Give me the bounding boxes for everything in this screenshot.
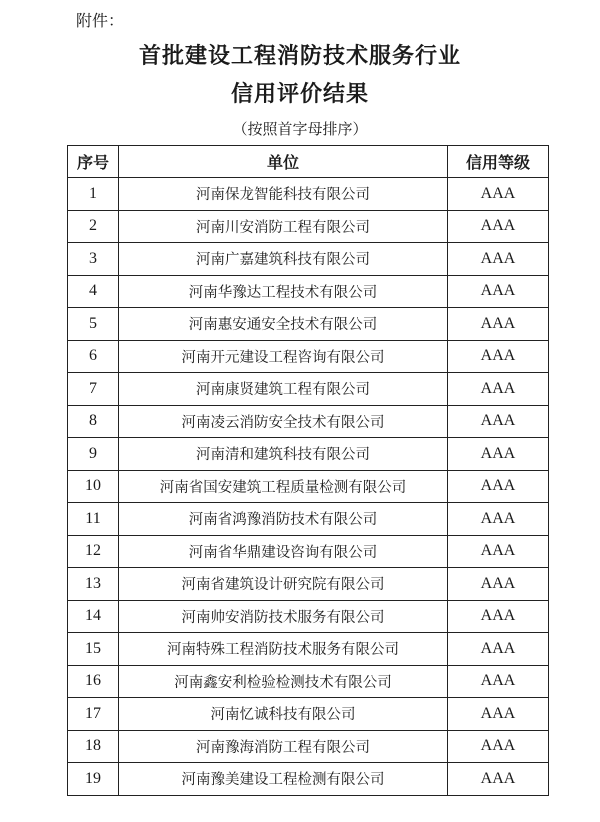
page-title-line2: 信用评价结果 xyxy=(230,82,369,107)
row-unit-name: 河南保龙智能科技有限公司 xyxy=(119,178,448,211)
row-number: 4 xyxy=(68,275,119,308)
row-unit-name: 河南省国安建筑工程质量检测有限公司 xyxy=(119,470,448,503)
table-row xyxy=(68,210,549,243)
row-unit-name: 河南鑫安利检验检测技术有限公司 xyxy=(119,665,448,698)
row-unit-name: 河南广嘉建筑科技有限公司 xyxy=(119,243,448,276)
row-number: 9 xyxy=(68,438,119,471)
table-row xyxy=(68,470,549,503)
row-credit-rating: AAA xyxy=(448,275,549,308)
results-table xyxy=(67,145,549,796)
table-row xyxy=(68,340,549,373)
table-row xyxy=(68,600,549,633)
row-unit-name: 河南忆诚科技有限公司 xyxy=(119,698,448,731)
row-unit-name: 河南川安消防工程有限公司 xyxy=(119,210,448,243)
row-unit-name: 河南省建筑设计研究院有限公司 xyxy=(119,568,448,601)
row-number: 19 xyxy=(68,763,119,796)
table-row xyxy=(68,373,549,406)
row-credit-rating: AAA xyxy=(448,405,549,438)
row-unit-name: 河南豫美建设工程检测有限公司 xyxy=(119,763,448,796)
header-no: 序号 xyxy=(68,146,119,178)
row-unit-name: 河南省华鼎建设咨询有限公司 xyxy=(119,535,448,568)
row-credit-rating: AAA xyxy=(448,535,549,568)
row-number: 17 xyxy=(68,698,119,731)
row-number: 2 xyxy=(68,210,119,243)
row-unit-name: 河南帅安消防技术服务有限公司 xyxy=(119,600,448,633)
page-title-line1: 首批建设工程消防技术服务行业 xyxy=(138,44,461,69)
row-credit-rating: AAA xyxy=(448,243,549,276)
row-number: 8 xyxy=(68,405,119,438)
row-number: 16 xyxy=(68,665,119,698)
row-credit-rating: AAA xyxy=(448,600,549,633)
row-credit-rating: AAA xyxy=(448,568,549,601)
table-row xyxy=(68,438,549,471)
row-credit-rating: AAA xyxy=(448,665,549,698)
row-unit-name: 河南凌云消防安全技术有限公司 xyxy=(119,405,448,438)
row-credit-rating: AAA xyxy=(448,470,549,503)
row-unit-name: 河南豫海消防工程有限公司 xyxy=(119,730,448,763)
row-number: 3 xyxy=(68,243,119,276)
table-row xyxy=(68,503,549,536)
table-row xyxy=(68,763,549,796)
row-unit-name: 河南清和建筑科技有限公司 xyxy=(119,438,448,471)
row-number: 11 xyxy=(68,503,119,536)
sort-note: （按照首字母排序） xyxy=(232,120,368,138)
attachment-label: 附件： xyxy=(76,11,125,30)
row-number: 7 xyxy=(68,373,119,406)
header-rating: 信用等级 xyxy=(448,146,549,178)
row-credit-rating: AAA xyxy=(448,373,549,406)
row-number: 1 xyxy=(68,178,119,211)
row-credit-rating: AAA xyxy=(448,633,549,666)
row-number: 12 xyxy=(68,535,119,568)
table-row xyxy=(68,665,549,698)
row-number: 18 xyxy=(68,730,119,763)
table-row xyxy=(68,405,549,438)
row-unit-name: 河南康贤建筑工程有限公司 xyxy=(119,373,448,406)
row-credit-rating: AAA xyxy=(448,503,549,536)
row-credit-rating: AAA xyxy=(448,308,549,341)
table-row xyxy=(68,535,549,568)
row-credit-rating: AAA xyxy=(448,763,549,796)
row-credit-rating: AAA xyxy=(448,698,549,731)
table-row xyxy=(68,243,549,276)
row-credit-rating: AAA xyxy=(448,178,549,211)
table-header-row xyxy=(68,146,549,178)
row-number: 13 xyxy=(68,568,119,601)
table-row xyxy=(68,178,549,211)
row-credit-rating: AAA xyxy=(448,438,549,471)
row-unit-name: 河南省鸿豫消防技术有限公司 xyxy=(119,503,448,536)
row-unit-name: 河南华豫达工程技术有限公司 xyxy=(119,275,448,308)
table-row xyxy=(68,730,549,763)
table-row xyxy=(68,275,549,308)
row-number: 15 xyxy=(68,633,119,666)
table-row xyxy=(68,698,549,731)
row-unit-name: 河南开元建设工程咨询有限公司 xyxy=(119,340,448,373)
row-credit-rating: AAA xyxy=(448,210,549,243)
row-number: 10 xyxy=(68,470,119,503)
row-number: 5 xyxy=(68,308,119,341)
row-credit-rating: AAA xyxy=(448,730,549,763)
table-row xyxy=(68,568,549,601)
table-row xyxy=(68,633,549,666)
row-number: 14 xyxy=(68,600,119,633)
table-row xyxy=(68,308,549,341)
row-credit-rating: AAA xyxy=(448,340,549,373)
header-unit: 单位 xyxy=(119,146,448,178)
row-unit-name: 河南特殊工程消防技术服务有限公司 xyxy=(119,633,448,666)
row-unit-name: 河南惠安通安全技术有限公司 xyxy=(119,308,448,341)
row-number: 6 xyxy=(68,340,119,373)
